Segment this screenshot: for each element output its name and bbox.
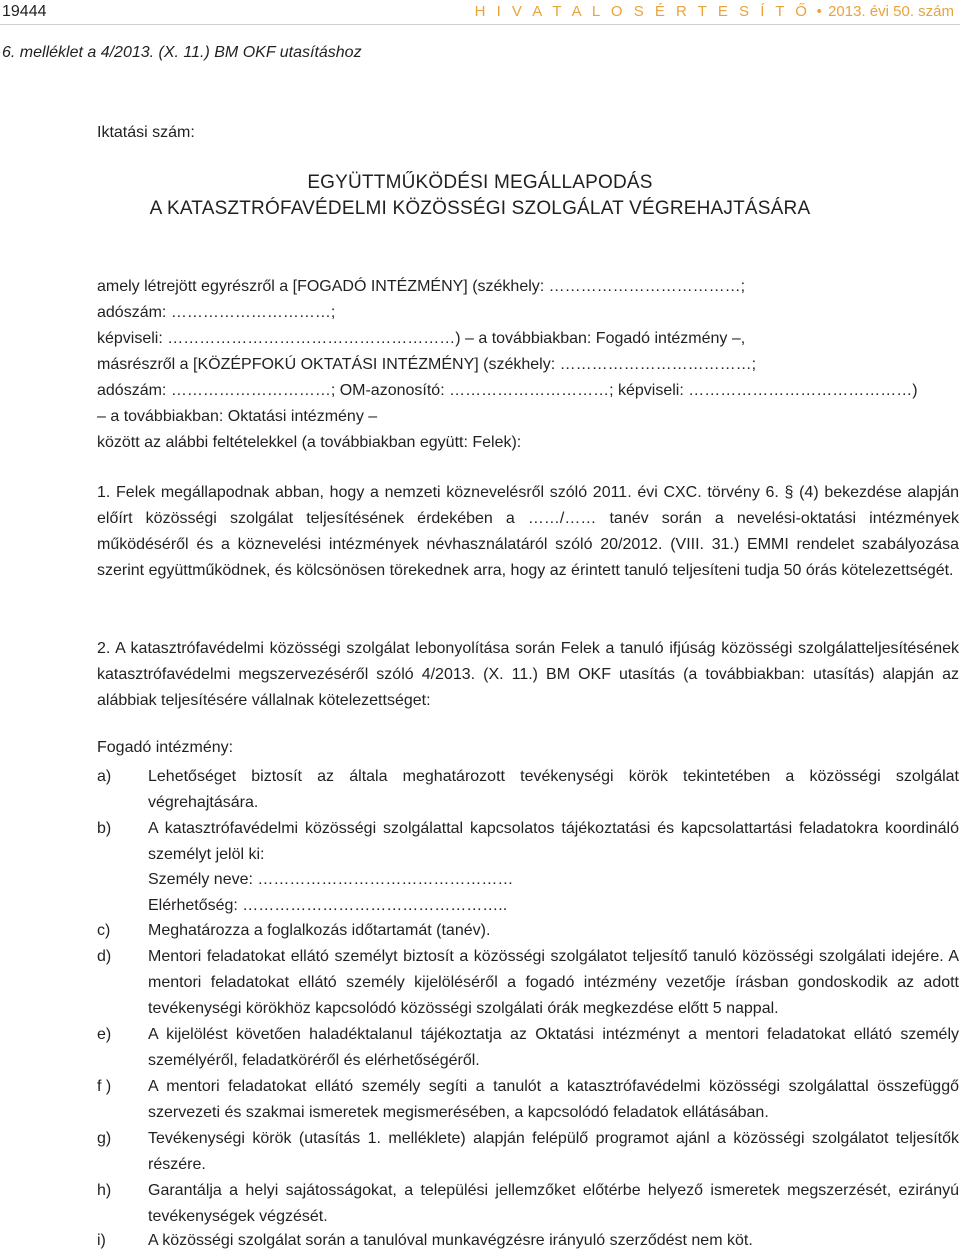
item-label: d) [97, 948, 112, 965]
item-text: Mentori feladatokat ellátó személyt biztosít a közösségi szolgálatot teljesítő tanuló közösségi szolgálati idejére. A mentori feladatokat ellátó személy kijelöléséről a fogadó intézmény vezetője írásban gondoskodik az adott tevékenységi körökhöz kapcsolódó közösségi szolgálati órák megkezdése előtt 5 nappal. [148, 948, 959, 1017]
annex-reference: 6. melléklet a 4/2013. (X. 11.) BM OKF utasításhoz [2, 44, 362, 61]
school-alias-line: – a továbbiakban: Oktatási intézmény – [97, 408, 378, 425]
item-text: Garantálja a helyi sajátosságokat, a települési jellemzőket előtérbe helyező ismeretek megszerzését, ezirányú tevékenységek végzését. [148, 1182, 959, 1225]
item-label: c) [97, 922, 111, 939]
host-obligations-heading: Fogadó intézmény: [97, 739, 234, 756]
clause-2: 2. A katasztrófavédelmi közösségi szolgálat lebonyolítása során Felek a tanuló ifjúság közösségi szolgálatteljesítésének katasztrófavédelmi megszervezéséről szóló 4/2013. (X. 11.) BM OKF utasítás (a továbbiakban: utasítás) alapján az alábbiak teljesítésére vállalnak kötelezettséget: [97, 640, 959, 709]
item-label: i) [97, 1232, 106, 1249]
document-title: EGYÜTTMŰKÖDÉSI MEGÁLLAPODÁS [307, 172, 653, 193]
contact-reach-field: Elérhetőség: ………………………………………….. [148, 897, 508, 914]
host-tax-number-line: adószám: …………………………; [97, 304, 336, 321]
page-number: 19444 [2, 3, 47, 20]
item-text: Tevékenységi körök (utasítás 1. melléklete) alapján felépülő programot ajánl a közösségi szolgálatot teljesítők részére. [148, 1130, 959, 1173]
registration-number-label: Iktatási szám: [97, 124, 195, 141]
school-institution-line: másrészről a [KÖZÉPFOKÚ OKTATÁSI INTÉZMÉNY] (székhely: ………………………………; [97, 356, 757, 373]
document-subtitle: A KATASZTRÓFAVÉDELMI KÖZÖSSÉGI SZOLGÁLAT VÉGREHAJTÁSÁRA [149, 198, 811, 219]
item-text: Meghatározza a foglalkozás időtartamát (tanév). [148, 922, 491, 939]
page-header [0, 0, 960, 25]
parties-conclusion-line: között az alábbi feltételekkel (a továbbiakban együtt: Felek): [97, 434, 522, 451]
school-ids-line: adószám: …………………………; OM-azonosító: …………………………; képviseli: ……………………………………) [97, 382, 918, 399]
issue-number: 2013. évi 50. szám [828, 3, 954, 20]
host-institution-line: amely létrejött egyrészről a [FOGADÓ INTÉZMÉNY] (székhely: ………………………………; [97, 278, 746, 295]
item-label: e) [97, 1026, 112, 1043]
item-label: f ) [97, 1078, 112, 1095]
item-text: A mentori feladatokat ellátó személy segíti a tanulót a katasztrófavédelmi közösségi szolgálattal összefüggő szervezeti és szakmai ismeretek megismerésében, a kapcsolódó feladatok ellátásában. [148, 1078, 959, 1121]
host-representative-line: képviseli: ………………………………………………) – a továbbiakban: Fogadó intézmény –, [97, 330, 746, 347]
header-bullet: • [816, 3, 822, 20]
journal-header [475, 3, 954, 20]
item-label: b) [97, 820, 112, 837]
clause-1: 1. Felek megállapodnak abban, hogy a nemzeti köznevelésről szóló 2011. évi CXC. törvény 6. § (4) bekezdése alapján előírt közösségi szolgálat teljesítésének érdekében a ……/…… tanév során a nevelési-oktatási intézmények működéséről és a köznevelési intézmények névhasználatáról szóló 20/2012. (VIII. 31.) EMMI rendelet szabályozása szerint együttműködnek, és kölcsönösen törekednek arra, hogy az érintett tanuló teljesíteni tudja 50 órás kötelezettségét. [97, 484, 959, 579]
item-text: Lehetőséget biztosít az általa meghatározott tevékenységi körök tekintetében a közösségi szolgálat végrehajtására. [148, 768, 959, 811]
contact-name-field: Személy neve: ………………………………………… [148, 871, 514, 888]
journal-title: H I V A T A L O S É R T E S Í T Ő [474, 3, 811, 20]
item-text: A közösségi szolgálat során a tanulóval munkavégzésre irányuló szerződést nem köt. [148, 1232, 753, 1249]
item-label: g) [97, 1130, 112, 1147]
item-text: A kijelölést követően haladéktalanul tájékoztatja az Oktatási intézményt a mentori feladatokat ellátó személy személyéről, feladatköréről és elérhetőségéről. [148, 1026, 959, 1069]
item-label: h) [97, 1182, 112, 1199]
item-text: A katasztrófavédelmi közösségi szolgálattal kapcsolatos tájékoztatási és kapcsolattartási feladatokra koordináló személyt jelöl ki: [148, 820, 959, 863]
item-label: a) [97, 768, 112, 785]
